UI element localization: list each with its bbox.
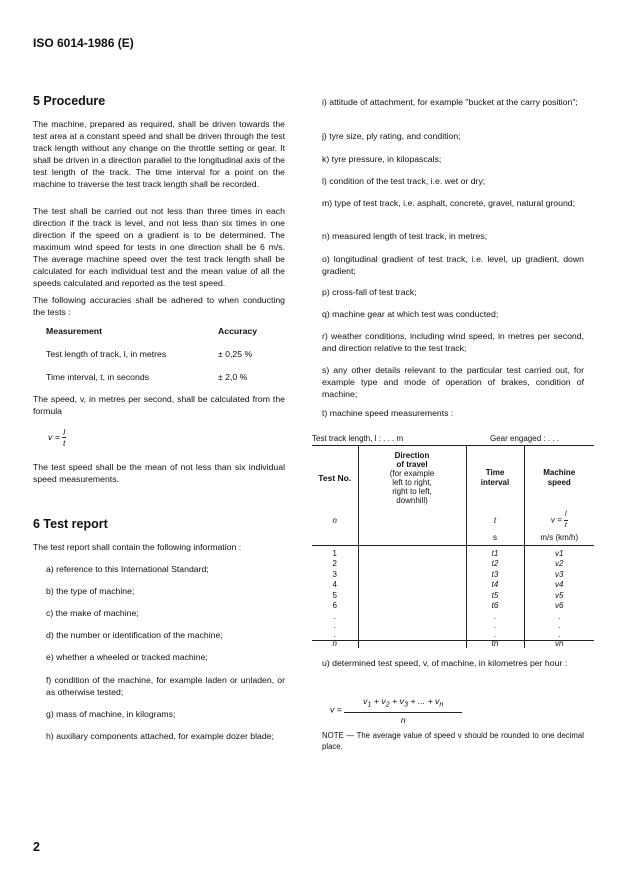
table-cell: vn xyxy=(555,638,564,648)
table-cell: t2 xyxy=(491,559,499,568)
mean-speed-formula: v = $\frac{v_1 + v_2 + v_3 + ... + v_n}{n}$ xyxy=(330,694,462,727)
list-item-t: t) machine speed measurements : xyxy=(322,408,454,418)
list-item-i: i) attitude of attachment, for example "bucket at the carry position"; xyxy=(322,97,578,107)
speed-formula-intro: The speed, v, in metres per second, shall be calculated from the formula xyxy=(33,394,285,416)
table-symbol-v: v = $\frac{l}{t}$ xyxy=(524,510,594,531)
list-item-c: c) the make of machine; xyxy=(46,608,139,618)
test-speed-text: The test speed shall be the mean of not less than six individual speed measurements. xyxy=(33,462,285,484)
procedure-paragraph-2: The test shall be carried out not less than three times in each direction if the track is level, and not less than six times in one direction if the speed on a gradient is to be determined. The maximum wind speed for tests in one direction shall be 6 m/s. The average machine speed over the test track length shall be calculated for each individual test and the mean value of all the speeds calculated and reported as the test speed. xyxy=(33,206,285,288)
list-item-h: h) auxiliary components attached, for example dozer blade; xyxy=(46,731,274,741)
table-cell: 3 xyxy=(332,569,337,579)
list-item-p: p) cross-fall of test track; xyxy=(322,287,417,297)
accuracy-row-length-value: ± 0,25 % xyxy=(218,349,253,359)
table-cell: 1 xyxy=(332,548,337,558)
list-item-o: o) longitudinal gradient of test track, i.e. level, up gradient, down gradient; xyxy=(322,254,584,276)
table-header-speed: Machine speed xyxy=(524,446,594,510)
list-item-r: r) weather conditions, including wind speed, in metres per second, and direction relative to the test track; xyxy=(322,331,584,353)
table-header-time: Time interval xyxy=(466,446,524,510)
accuracy-row-length-label: Test length of track, l, in metres xyxy=(46,349,167,359)
list-item-m: m) type of test track, i.e. asphalt, concrete, gravel, natural ground; xyxy=(322,198,576,208)
accuracies-intro: The following accuracies shall be adhered to when conducting the tests : xyxy=(33,295,285,317)
table-cell: t1 xyxy=(491,548,499,558)
list-item-b: b) the type of machine; xyxy=(46,586,135,596)
table-header-test-no: Test No. xyxy=(318,473,352,483)
table-caption-length: Test track length, l : . . . m xyxy=(312,434,404,443)
report-intro: The test report shall contain the following information : xyxy=(33,542,242,552)
table-cell: 5 xyxy=(332,590,337,600)
accuracy-header-accuracy: Accuracy xyxy=(218,326,258,336)
table-cell: t4 xyxy=(491,580,499,589)
list-item-l: l) condition of the test track, i.e. wet or dry; xyxy=(322,176,486,186)
table-cell: 2 xyxy=(332,559,337,568)
table-header-direction: Direction of travel (for example left to right, right to left, downhill) xyxy=(358,446,466,510)
table-cell: v4 xyxy=(555,580,564,589)
speed-measurement-table xyxy=(312,445,594,648)
table-cell: v5 xyxy=(555,590,564,600)
table-cell: t5 xyxy=(491,590,499,600)
list-item-j: j) tyre size, ply rating, and condition; xyxy=(322,131,461,141)
table-caption-gear: Gear engaged : . . . xyxy=(490,434,559,443)
page-number: 2 xyxy=(33,840,40,854)
accuracy-row-time-value: ± 2,0 % xyxy=(218,372,248,382)
table-cell: v1 xyxy=(555,548,564,558)
list-item-s: s) any other details relevant to the particular test carried out, for example type and mode of operation of brakes, condition of machine; xyxy=(322,365,584,399)
table-column-test-no: 1 2 3 4 5 6 . . . n xyxy=(312,545,358,648)
table-unit-time: s xyxy=(466,531,524,545)
table-cell: v3 xyxy=(555,569,564,579)
table-cell: tn xyxy=(491,638,499,648)
table-column-time: t1 t2 t3 t4 t5 t6 . . . tn xyxy=(466,545,524,648)
table-unit-direction xyxy=(358,531,466,545)
report-heading: 6 Test report xyxy=(33,517,108,531)
note-text: NOTE — The average value of speed v should be rounded to one decimal place. xyxy=(322,731,584,751)
list-item-n: n) measured length of test track, in metres; xyxy=(322,231,488,241)
accuracy-row-time-label: Time interval, t, in seconds xyxy=(46,372,150,382)
list-item-a: a) reference to this International Standard; xyxy=(46,564,209,574)
table-symbol-t: t xyxy=(466,510,524,531)
table-column-speed: v1 v2 v3 v4 v5 v6 . . . vn xyxy=(524,545,594,648)
list-item-k: k) tyre pressure, in kilopascals; xyxy=(322,154,442,164)
accuracy-header-measurement: Measurement xyxy=(46,326,103,336)
list-item-q: q) machine gear at which test was conducted; xyxy=(322,309,499,319)
speed-formula: v = $\frac{l}{t}$ xyxy=(48,427,66,448)
table-symbol-direction xyxy=(358,510,466,531)
table-unit-n xyxy=(312,531,358,545)
table-unit-speed: m/s (km/h) xyxy=(524,531,594,545)
table-cell: v6 xyxy=(555,601,564,610)
table-column-direction xyxy=(358,545,466,648)
list-item-d: d) the number or identification of the machine; xyxy=(46,630,223,640)
table-body xyxy=(312,545,594,648)
table-cell: v2 xyxy=(555,559,564,568)
procedure-heading: 5 Procedure xyxy=(33,94,106,108)
list-item-g: g) mass of machine, in kilograms; xyxy=(46,709,176,719)
list-item-u: u) determined test speed, v, of machine, in kilometres per hour : xyxy=(322,658,568,668)
table-symbol-n: n xyxy=(332,516,337,525)
list-item-e: e) whether a wheeled or tracked machine; xyxy=(46,652,208,662)
table-cell: 6 xyxy=(332,601,337,610)
table-cell: t6 xyxy=(491,601,499,610)
list-item-f: f) condition of the machine, for example laden or unladen, or as otherwise tested; xyxy=(46,675,285,697)
table-cell: n xyxy=(332,638,337,648)
table-cell: t3 xyxy=(491,569,499,579)
procedure-paragraph-1: The machine, prepared as required, shall be driven towards the test area at a constant speed and shall be driven through the test track length without any change on the throttle setting or gear. It shall be driven in a direction parallel to the longitudinal axis of the test length of the track. The time interval for a point on the machine to traverse the test track length shall be recorded. xyxy=(33,119,285,189)
document-header: ISO 6014-1986 (E) xyxy=(33,36,134,50)
table-cell: 4 xyxy=(332,580,337,589)
